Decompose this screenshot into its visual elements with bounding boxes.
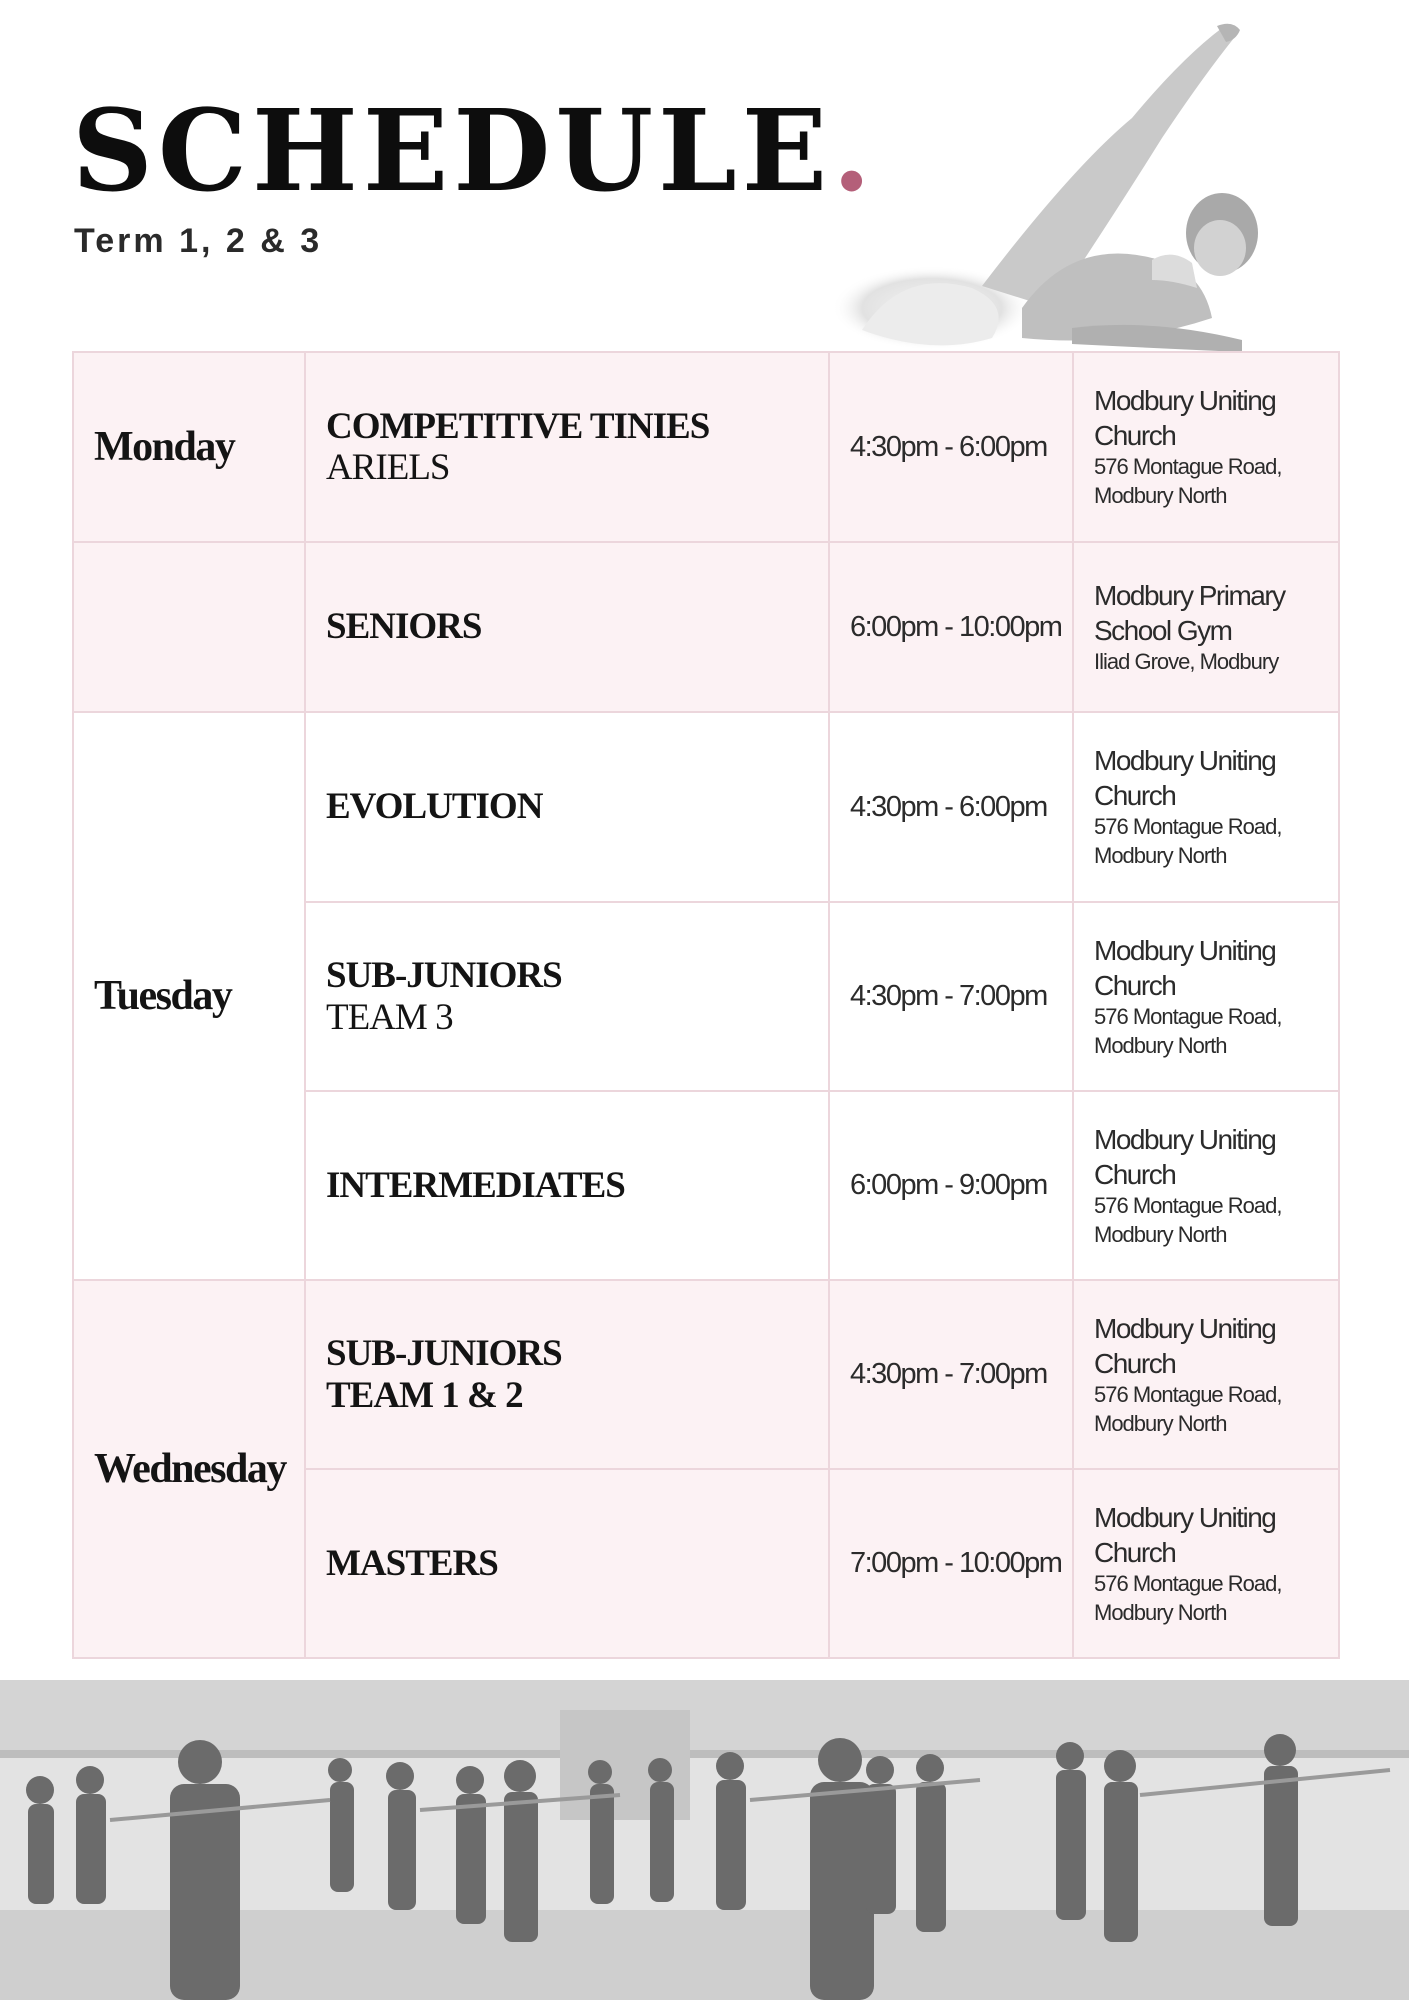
table-row bbox=[73, 352, 1339, 542]
time-cell bbox=[829, 1091, 1073, 1280]
title-dot: . bbox=[832, 86, 877, 217]
table-row bbox=[73, 1280, 1339, 1469]
venue-cell bbox=[1073, 352, 1339, 542]
title-text: SCHEDULE bbox=[72, 86, 833, 217]
day-monday: Monday bbox=[94, 424, 235, 470]
venue-address: 576 Montague Road, Modbury North bbox=[1094, 1570, 1282, 1625]
day-cell-tuesday bbox=[73, 712, 305, 1280]
class-time: 4:30pm - 7:00pm bbox=[850, 1358, 1047, 1390]
day-wednesday: Wednesday bbox=[94, 1446, 286, 1492]
dance-class-photo-icon bbox=[0, 1680, 1409, 2000]
venue-name: Modbury Uniting Church bbox=[1094, 745, 1276, 812]
venue-cell bbox=[1073, 1280, 1339, 1469]
term-subtitle: Term 1, 2 & 3 bbox=[74, 222, 323, 260]
class-cell bbox=[305, 1469, 829, 1658]
venue-address: 576 Montague Road, Modbury North bbox=[1094, 1003, 1282, 1058]
venue-cell bbox=[1073, 542, 1339, 712]
dancer-photo-icon bbox=[822, 18, 1282, 360]
class-subname: TEAM 3 bbox=[326, 996, 453, 1038]
table-row bbox=[73, 712, 1339, 902]
venue-cell bbox=[1073, 902, 1339, 1091]
class-cell bbox=[305, 1091, 829, 1280]
venue-name: Modbury Uniting Church bbox=[1094, 934, 1276, 1001]
class-name: MASTERS bbox=[326, 1542, 498, 1584]
time-cell bbox=[829, 1469, 1073, 1658]
time-cell bbox=[829, 1280, 1073, 1469]
day-cell-wednesday bbox=[73, 1280, 305, 1658]
page-title bbox=[72, 86, 877, 217]
venue-address: 576 Montague Road, Modbury North bbox=[1094, 814, 1282, 868]
day-tuesday: Tuesday bbox=[94, 973, 232, 1019]
schedule-table bbox=[72, 351, 1340, 1659]
class-time: 7:00pm - 10:00pm bbox=[850, 1547, 1062, 1579]
time-cell bbox=[829, 352, 1073, 542]
time-cell bbox=[829, 542, 1073, 712]
venue-address: 576 Montague Road, Modbury North bbox=[1094, 1192, 1282, 1247]
day-cell-empty bbox=[73, 542, 305, 712]
venue-name: Modbury Primary School Gym bbox=[1094, 579, 1285, 646]
venue-name: Modbury Uniting Church bbox=[1094, 385, 1276, 452]
class-cell bbox=[305, 1280, 829, 1469]
venue-address: Iliad Grove, Modbury bbox=[1094, 648, 1279, 674]
venue-cell bbox=[1073, 712, 1339, 902]
class-time: 4:30pm - 6:00pm bbox=[850, 790, 1047, 823]
venue-name: Modbury Uniting Church bbox=[1094, 1312, 1276, 1379]
class-time: 6:00pm - 9:00pm bbox=[850, 1169, 1047, 1201]
table-row bbox=[73, 542, 1339, 712]
class-cell bbox=[305, 352, 829, 542]
class-name: SENIORS bbox=[326, 606, 482, 648]
class-name: COMPETITIVE TINIES bbox=[326, 405, 710, 447]
class-cell bbox=[305, 712, 829, 902]
class-cell bbox=[305, 542, 829, 712]
venue-address: 576 Montague Road, Modbury North bbox=[1094, 454, 1282, 508]
venue-cell bbox=[1073, 1469, 1339, 1658]
class-name: SUB-JUNIORS bbox=[326, 1333, 562, 1375]
class-name: EVOLUTION bbox=[326, 786, 543, 828]
venue-name: Modbury Uniting Church bbox=[1094, 1501, 1276, 1568]
class-subname: ARIELS bbox=[326, 447, 450, 488]
class-time: 4:30pm - 7:00pm bbox=[850, 980, 1047, 1012]
class-cell bbox=[305, 902, 829, 1091]
venue-cell bbox=[1073, 1091, 1339, 1280]
class-name: SUB-JUNIORS bbox=[326, 955, 562, 997]
time-cell bbox=[829, 712, 1073, 902]
class-time: 6:00pm - 10:00pm bbox=[850, 610, 1062, 643]
venue-address: 576 Montague Road, Modbury North bbox=[1094, 1381, 1282, 1436]
class-name: INTERMEDIATES bbox=[326, 1164, 625, 1206]
time-cell bbox=[829, 902, 1073, 1091]
class-subname: TEAM 1 & 2 bbox=[326, 1374, 523, 1416]
day-cell-monday bbox=[73, 352, 305, 542]
venue-name: Modbury Uniting Church bbox=[1094, 1123, 1276, 1190]
class-time: 4:30pm - 6:00pm bbox=[850, 430, 1047, 463]
